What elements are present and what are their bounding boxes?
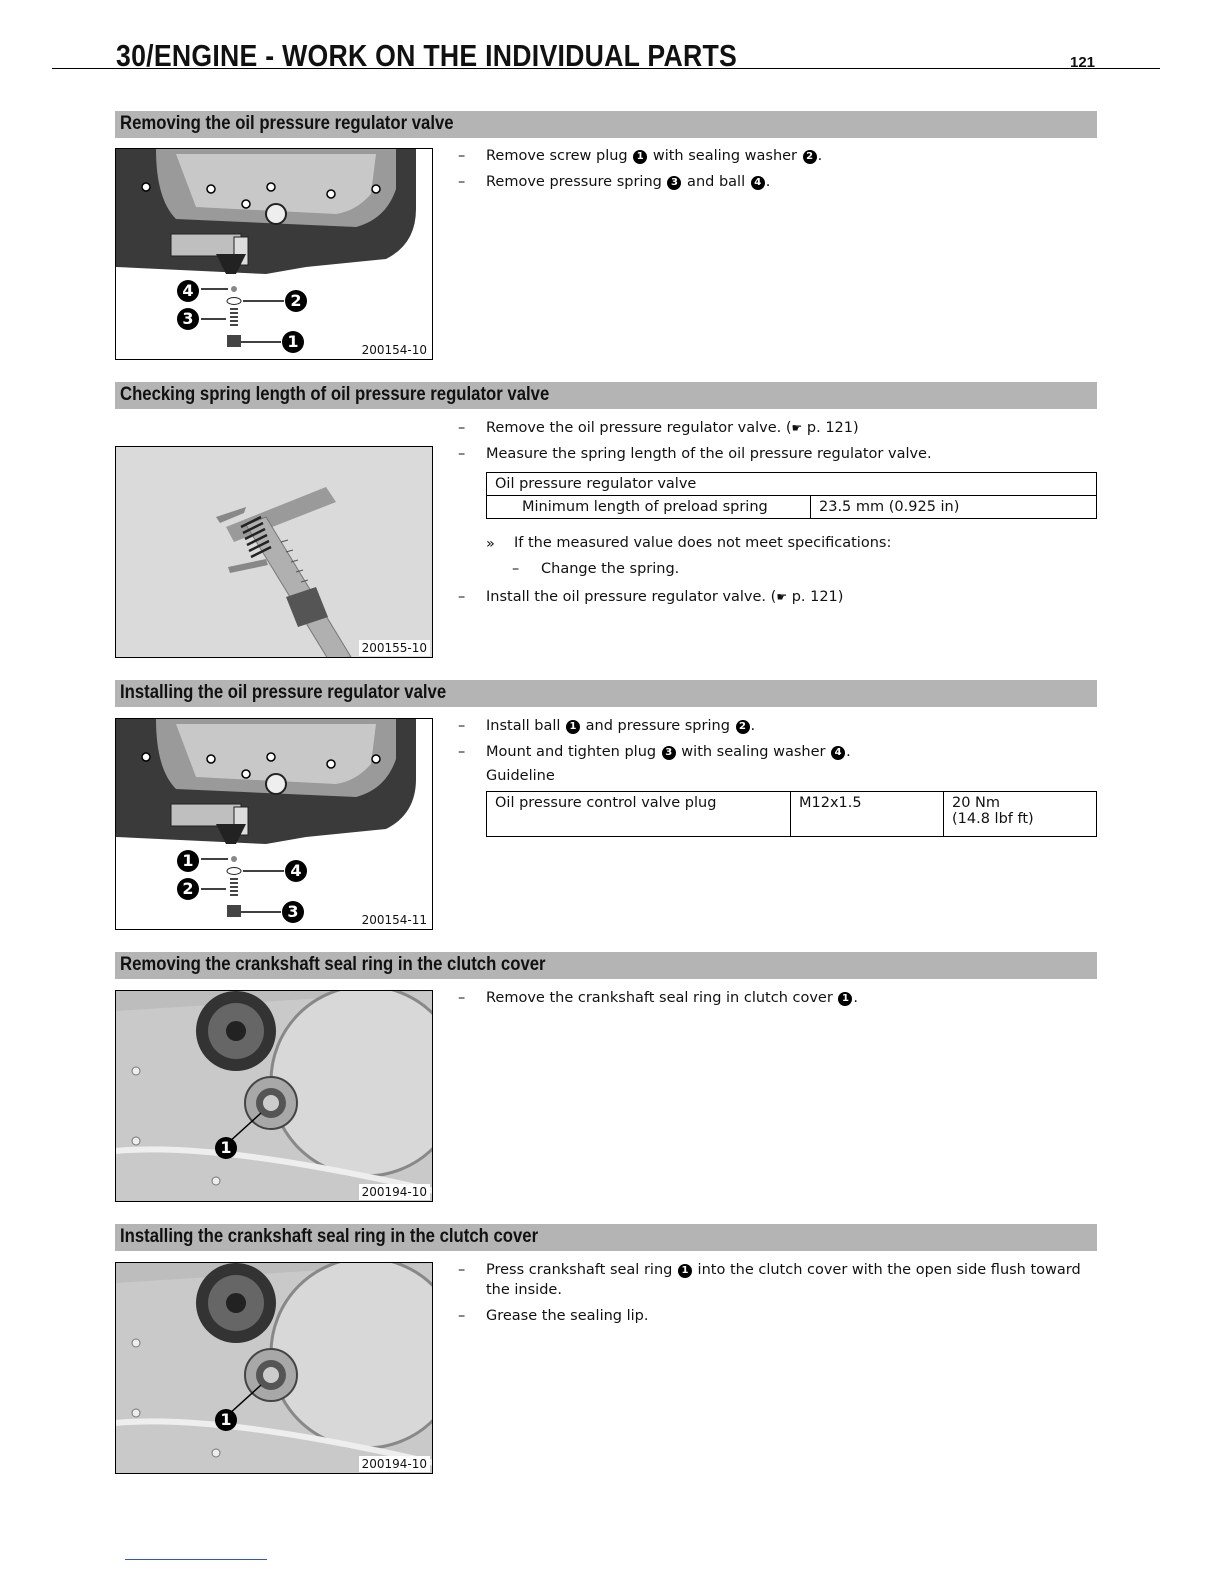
- spec-value: 23.5 mm (0.925 in): [811, 496, 1097, 519]
- step-dash: –: [458, 1262, 466, 1278]
- step-text: with sealing washer: [648, 148, 802, 164]
- step-text: Install the oil pressure regulator valve. (: [486, 589, 777, 605]
- step-text: .: [853, 990, 859, 1006]
- step-text: .: [750, 718, 756, 734]
- section-title: Checking spring length of oil pressure regulator valve: [120, 384, 550, 405]
- engine-case-illustration: [116, 149, 433, 360]
- page-reference-link[interactable]: p. 121): [791, 589, 844, 605]
- spec-item: Oil pressure control valve plug: [487, 792, 791, 837]
- section-heading-remove-regulator: [115, 111, 1097, 138]
- spec-table-spring: [486, 472, 1097, 519]
- section-title: Removing the crankshaft seal ring in the clutch cover: [120, 954, 546, 975]
- figure-id: 200154-10: [359, 342, 430, 358]
- spec-label: Minimum length of preload spring: [487, 496, 811, 519]
- figure-id: 200194-10: [359, 1456, 430, 1472]
- spec-torque: [944, 792, 1097, 837]
- callout-marker: 1: [838, 992, 852, 1006]
- figure-regulator-exploded-install: [115, 718, 433, 930]
- step-text: .: [846, 744, 851, 760]
- step-dash: –: [458, 148, 466, 164]
- spec-table-torque: [486, 791, 1097, 837]
- step-text: with sealing washer: [676, 744, 831, 760]
- caliper-photo: [116, 447, 433, 658]
- callout-marker: 1: [633, 150, 647, 164]
- footer-link-line: [125, 1559, 267, 1560]
- section-heading-check-spring: [115, 382, 1097, 409]
- clutch-cover-photo: [116, 991, 433, 1202]
- callout-1: 1: [282, 331, 304, 353]
- figure-id: 200154-11: [359, 912, 430, 928]
- step-text: and pressure spring: [581, 718, 735, 734]
- step-text: Grease the sealing lip.: [486, 1308, 649, 1324]
- callout-marker: 3: [667, 176, 681, 190]
- callout-marker: 2: [803, 150, 817, 164]
- step-text: .: [817, 148, 823, 164]
- figure-caliper-spring: [115, 446, 433, 658]
- step-dash: –: [458, 718, 466, 734]
- spec-thread: M12x1.5: [791, 792, 944, 837]
- callout-3: 3: [177, 308, 199, 330]
- callout-4: 4: [177, 280, 199, 302]
- figure-id: 200155-10: [359, 640, 430, 656]
- callout-2: 2: [285, 290, 307, 312]
- callout-marker: 4: [831, 746, 845, 760]
- condition-bullet: »: [486, 536, 495, 552]
- step-text: Mount and tighten plug: [486, 744, 661, 760]
- step-text: Remove screw plug: [486, 148, 633, 164]
- step-text: Remove the oil pressure regulator valve. (: [486, 420, 792, 436]
- step-dash: –: [458, 1308, 466, 1324]
- section-heading-remove-seal: [115, 952, 1097, 979]
- step-dash: –: [458, 446, 466, 462]
- page-reference-link[interactable]: p. 121): [806, 420, 859, 436]
- section-title: Removing the oil pressure regulator valve: [120, 113, 454, 134]
- step-text: into the clutch cover with the open side flush toward the inside.: [486, 1262, 1081, 1298]
- step-dash: –: [458, 420, 466, 436]
- spec-table-header: Oil pressure regulator valve: [487, 473, 1097, 496]
- header-rule: [52, 68, 1160, 69]
- callout-1: 1: [177, 850, 199, 872]
- callout-4: 4: [285, 860, 307, 882]
- condition-action: Change the spring.: [541, 561, 680, 577]
- section-title: Installing the oil pressure regulator valve: [120, 682, 447, 703]
- page-number: 121: [1070, 54, 1096, 71]
- callout-marker: 4: [751, 176, 765, 190]
- step-dash: –: [458, 174, 466, 190]
- guideline-label: Guideline: [486, 768, 555, 784]
- condition-text: If the measured value does not meet specifications:: [514, 535, 892, 551]
- step-text: .: [765, 174, 771, 190]
- step-dash: –: [458, 744, 466, 760]
- callout-marker: 3: [662, 746, 676, 760]
- figure-clutch-cover: [115, 990, 433, 1202]
- step-text: and ball: [682, 174, 750, 190]
- engine-case-illustration: [116, 719, 433, 930]
- callout-1: 1: [215, 1137, 237, 1159]
- callout-marker: 2: [736, 720, 750, 734]
- step-text: Remove the crankshaft seal ring in clutch cover: [486, 990, 838, 1006]
- section-heading-install-seal: [115, 1224, 1097, 1251]
- step-text: Press crankshaft seal ring: [486, 1262, 677, 1278]
- callout-marker: 1: [566, 720, 580, 734]
- sub-dash: –: [512, 561, 520, 577]
- step-text: Remove pressure spring: [486, 174, 667, 190]
- figure-clutch-cover-install: [115, 1262, 433, 1474]
- section-heading-install-regulator: [115, 680, 1097, 707]
- step-text: Measure the spring length of the oil pressure regulator valve.: [486, 446, 932, 462]
- pointer-icon: ☛: [791, 421, 803, 435]
- callout-3: 3: [282, 901, 304, 923]
- callout-1: 1: [215, 1409, 237, 1431]
- figure-regulator-exploded: [115, 148, 433, 360]
- torque-nm: 20 Nm: [952, 795, 1001, 811]
- clutch-cover-photo: [116, 1263, 433, 1474]
- figure-id: 200194-10: [359, 1184, 430, 1200]
- page-title: 30/ENGINE - WORK ON THE INDIVIDUAL PARTS: [116, 38, 738, 73]
- step-dash: –: [458, 990, 466, 1006]
- step-dash: –: [458, 589, 466, 605]
- section-title: Installing the crankshaft seal ring in the clutch cover: [120, 1226, 539, 1247]
- torque-lbf: (14.8 lbf ft): [952, 811, 1034, 827]
- callout-2: 2: [177, 878, 199, 900]
- callout-marker: 1: [678, 1264, 692, 1278]
- pointer-icon: ☛: [776, 590, 788, 604]
- step-text: Install ball: [486, 718, 566, 734]
